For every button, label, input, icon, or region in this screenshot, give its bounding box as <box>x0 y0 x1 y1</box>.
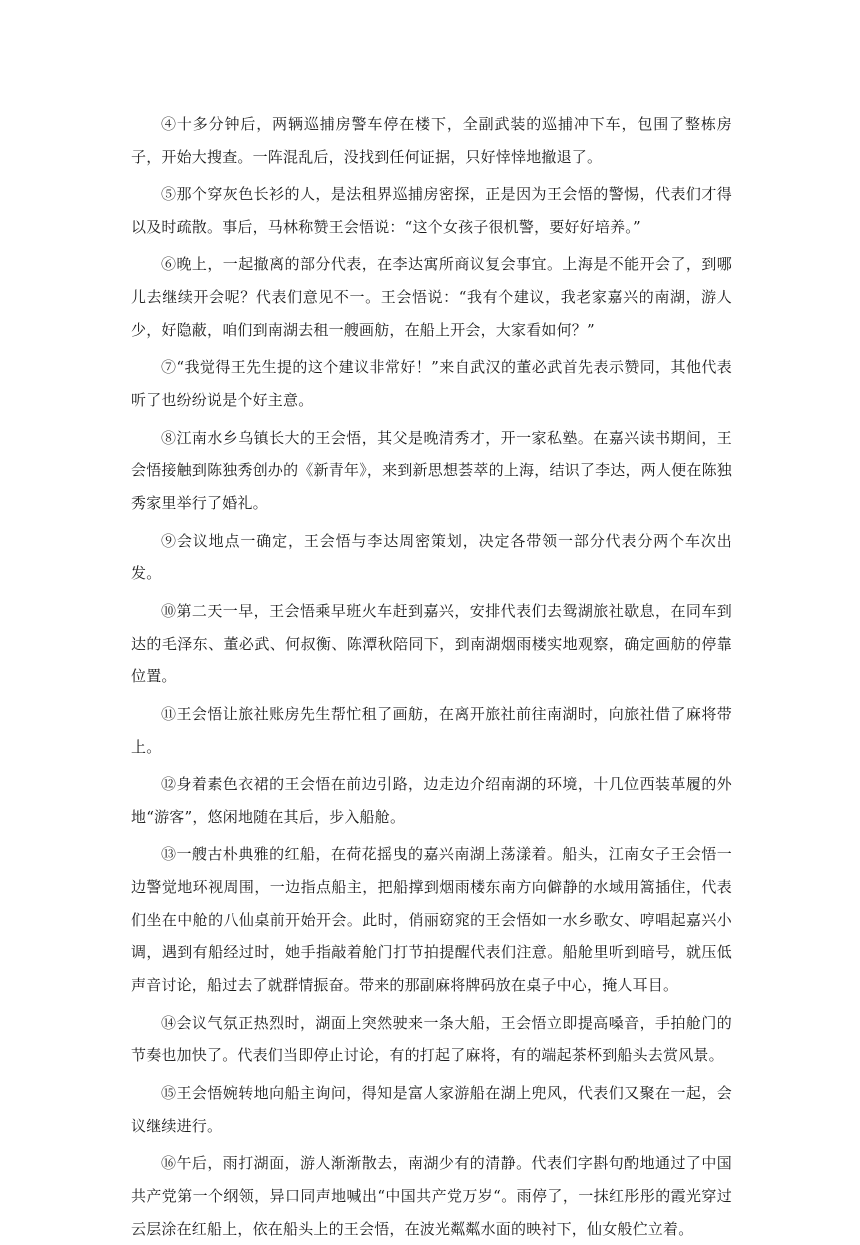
paragraph-13: ⑬一艘古朴典雅的红船，在荷花摇曳的嘉兴南湖上荡漾着。船头，江南女子王会悟一边警觉地环视周围，一边指点船主，把船撑到烟雨楼东南方向僻静的水域用篙插住，代表们坐在中舱的八仙桌前开始开会。此时，俏丽窈窕的王会悟如一水乡歌女、哼唱起嘉兴小调，遇到有船经过时，她手指敲着舱门打节拍提醒代表们注意。船舱里听到暗号，就压低声音讨论，船过去了就群情振奋。带来的那副麻将牌码放在桌子中心，掩人耳目。 <box>131 845 732 995</box>
paragraph-10: ⑩第二天一早，王会悟乘早班火车赶到嘉兴，安排代表们去鸳湖旅社歇息，在同车到达的毛泽东、董必武、何叔衡、陈潭秋陪同下，到南湖烟雨楼实地观察，确定画舫的停靠位置。 <box>131 601 732 686</box>
paragraph-5: ⑤那个穿灰色长衫的人，是法租界巡捕房密探，正是因为王会悟的警惕，代表们才得以及时疏散。事后，马林称赞王会悟说：“这个女孩子很机警，要好好培养。” <box>131 185 732 236</box>
paragraph-4: ④十多分钟后，两辆巡捕房警车停在楼下，全副武装的巡捕冲下车，包围了整栋房子，开始大搜查。一阵混乱后，没找到任何证据，只好悻悻地撤退了。 <box>131 115 732 166</box>
paragraph-7: ⑦“我觉得王先生提的这个建议非常好！”来自武汉的董必武首先表示赞同，其他代表听了也纷纷说是个好主意。 <box>131 358 732 410</box>
paragraph-9: ⑨会议地点一确定，王会悟与李达周密策划，决定各带领一部分代表分两个车次出发。 <box>131 531 732 583</box>
paragraph-16: ⑯午后，雨打湖面，游人渐渐散去，南湖少有的清静。代表们字斟句酌地通过了中国共产党第一个纲领，异口同声地喊出“中国共产党万岁“。雨停了，一抹红彤彤的霞光穿过云层涂在红船上，依在船头上的王会悟，在波光粼粼水面的映衬下，仙女般伫立着。 <box>131 1154 732 1238</box>
paragraph-12: ⑫身着素色衣裙的王会悟在前边引路，边走边介绍南湖的环境，十几位西装革履的外地“游客”，悠闲地随在其后，步入船舱。 <box>131 774 732 826</box>
paragraph-11: ⑪王会悟让旅社账房先生帮忙租了画舫，在离开旅社前往南湖时，向旅社借了麻将带上。 <box>131 704 732 756</box>
paragraph-8: ⑧江南水乡乌镇长大的王会悟，其父是晚清秀才，开一家私塾。在嘉兴读书期间，王会悟接触到陈独秀创办的《新青年》，来到新思想荟萃的上海，结识了李达，两人便在陈独秀家里举行了婚礼。 <box>131 428 732 513</box>
paragraph-6: ⑥晚上，一起撤离的部分代表，在李达寓所商议复会事宜。上海是不能开会了，到哪儿去继续开会呢？代表们意见不一。王会悟说：“我有个建议，我老家嘉兴的南湖，游人少，好隐蔽，咱们到南湖去租一艘画舫，在船上开会，大家看如何？” <box>131 255 732 339</box>
paragraph-14: ⑭会议气氛正热烈时，湖面上突然驶来一条大船，王会悟立即提高嗓音，手拍舱门的节奏也加快了。代表们当即停止讨论，有的打起了麻将，有的端起茶杯到船头去赏风景。 <box>131 1013 732 1065</box>
paragraph-15: ⑮王会悟婉转地向船主询问，得知是富人家游船在湖上兜风，代表们又聚在一起，会议继续进行。 <box>131 1083 732 1135</box>
